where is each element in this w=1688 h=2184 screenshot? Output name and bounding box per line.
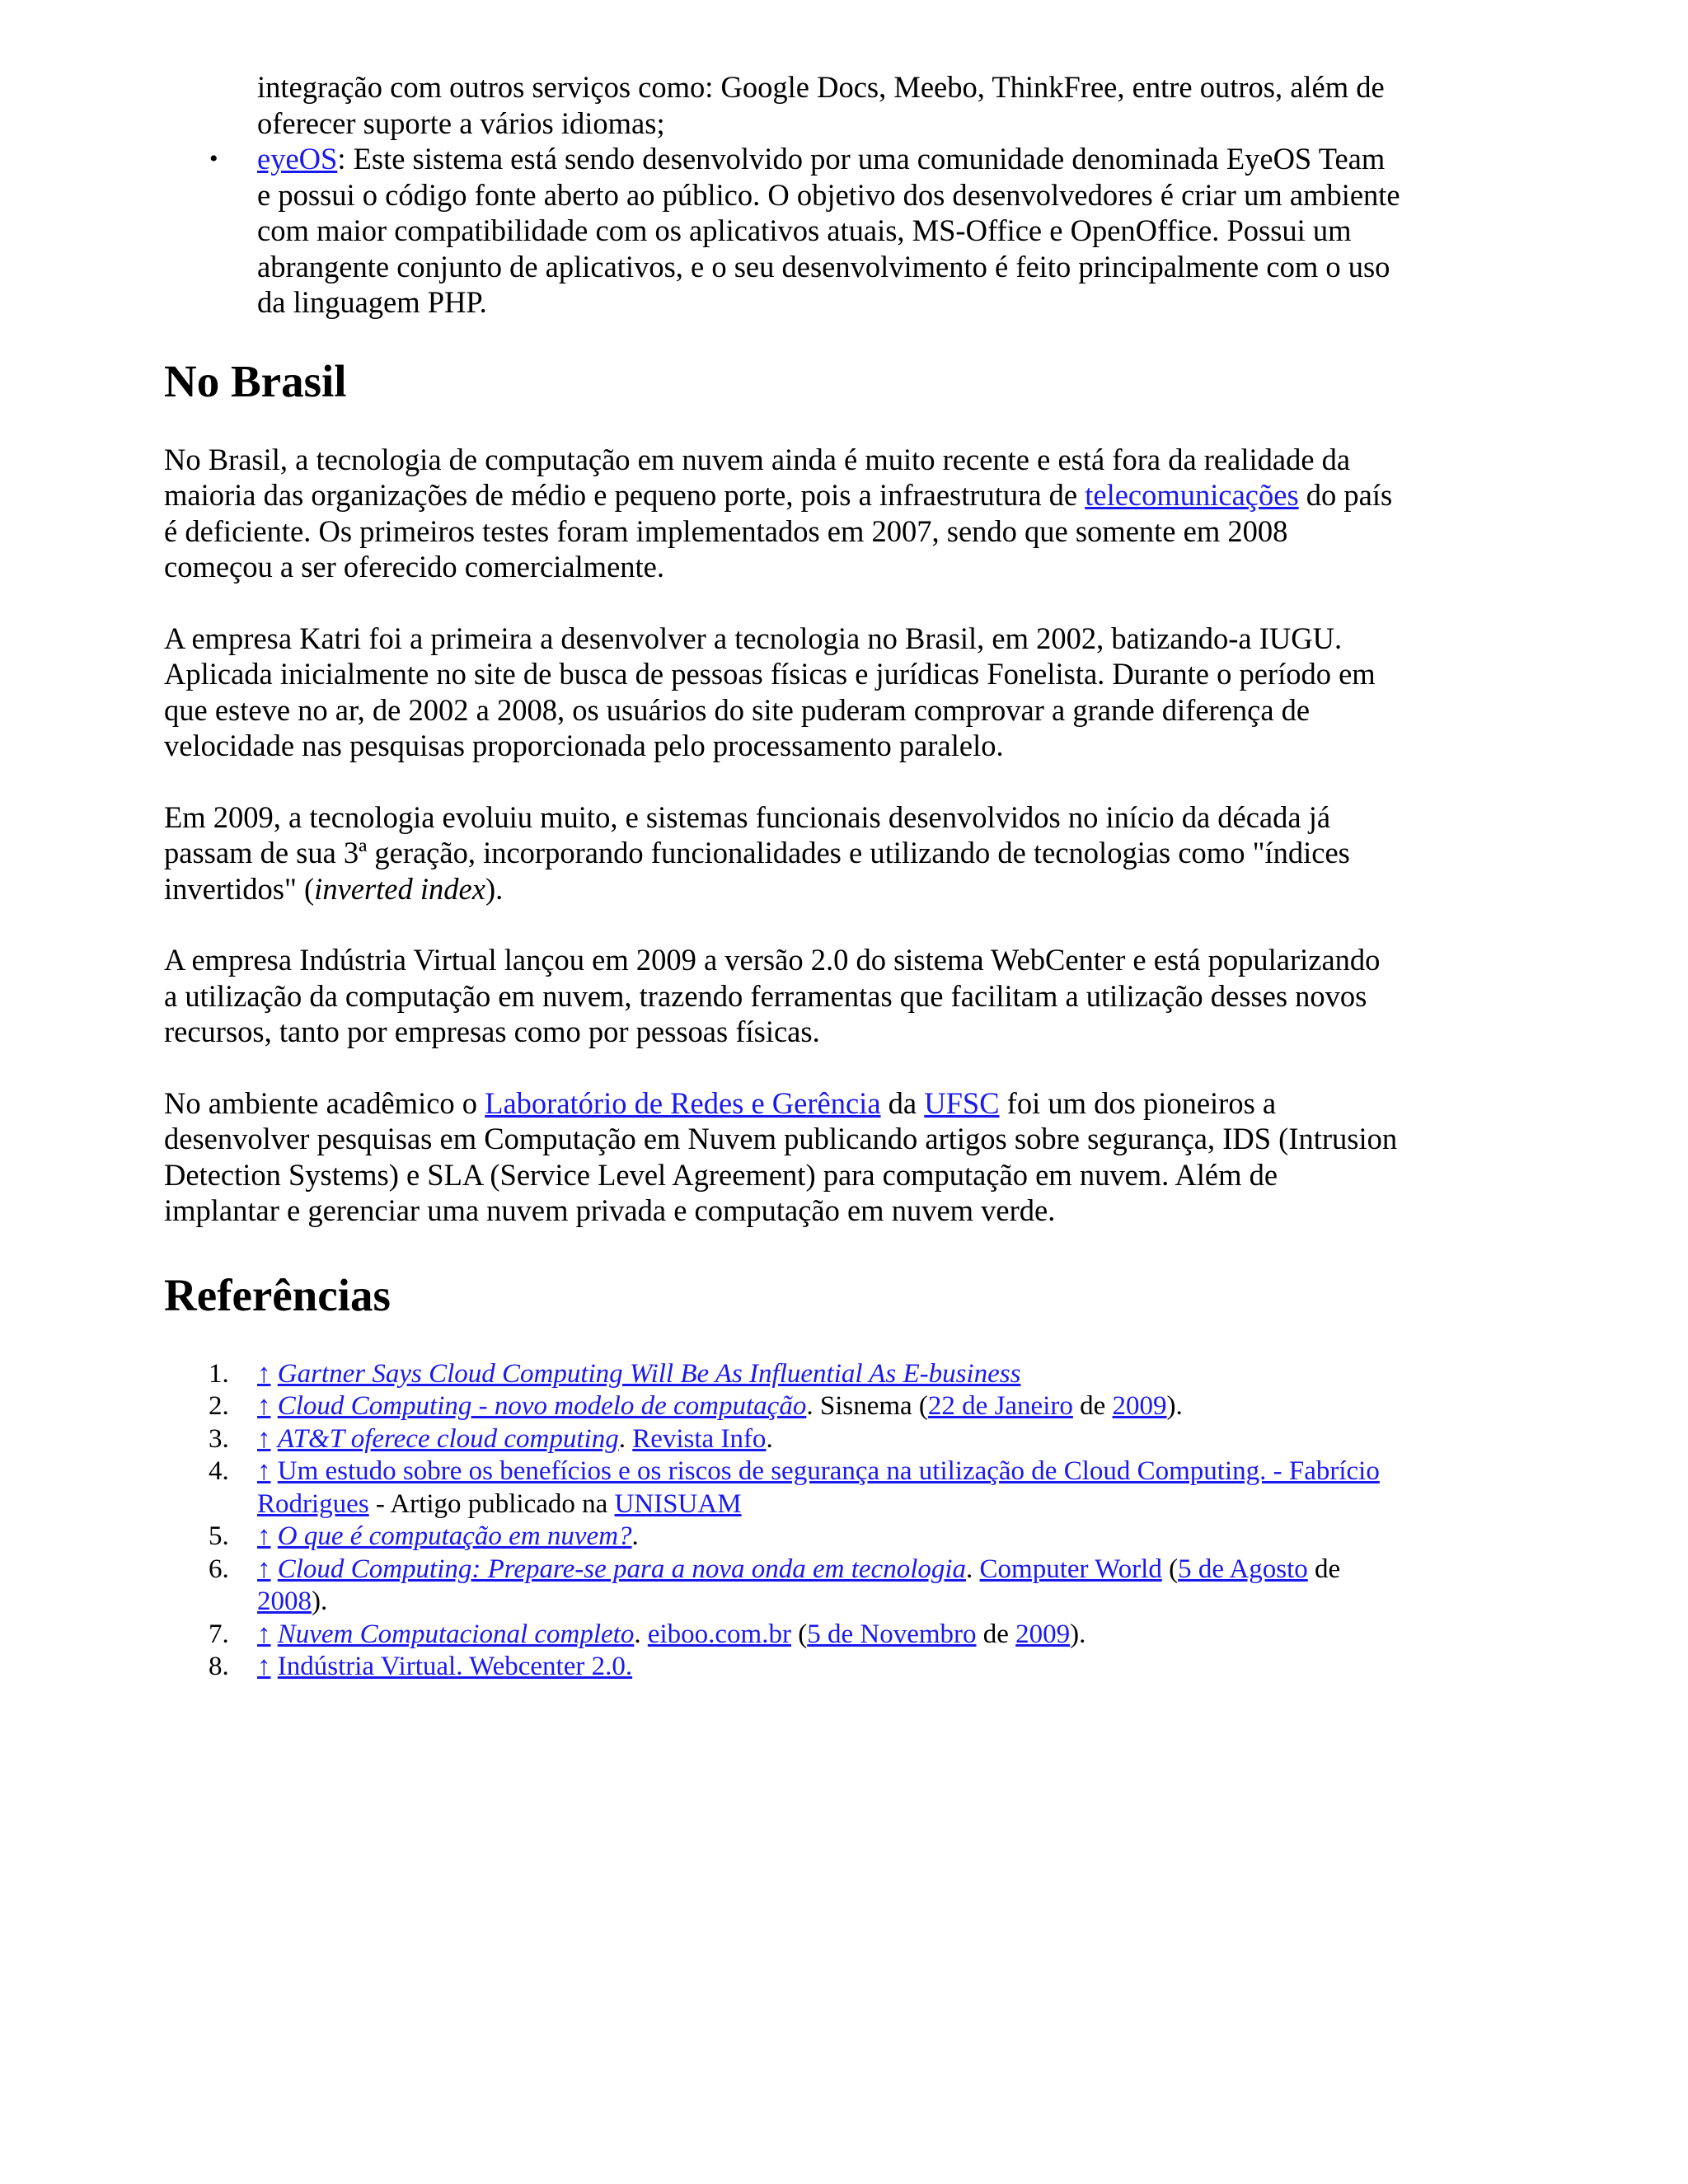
reference-title-link[interactable]: Um estudo sobre os benefícios e os riscos de segurança na utilização de Cloud Computing. - Fabrício Rodrigues [257,1456,1380,1519]
reference-text: ). [312,1586,328,1616]
document-page [164,69,1400,1684]
reference-text: de [1307,1554,1341,1584]
list-item [257,69,1400,141]
backlink-arrow[interactable]: ↑ [257,1652,271,1681]
reference-text: . [634,1619,648,1649]
reference-number: 7. [209,1619,229,1649]
eyeos-link[interactable]: eyeOS [257,142,338,176]
section-body-no-brasil [164,442,1400,1229]
date-link[interactable]: 22 de Janeiro [927,1391,1073,1421]
references-list [164,1358,1400,1684]
reference-text: . Sisnema ( [806,1391,928,1421]
italic-term: inverted index [314,871,485,906]
backlink-arrow[interactable]: ↑ [257,1521,271,1551]
publisher-link[interactable]: UNISUAM [614,1488,742,1519]
paragraph: A empresa Indústria Virtual lançou em 2009 a versão 2.0 do sistema WebCenter e está popularizando a utilização da computação em nuvem, trazendo ferramentas que facilitam a utilização desses novos recursos, tanto por empresas como por pessoas físicas. [164,943,1381,1048]
section-heading-referencias: Referências [164,1269,391,1320]
reference-number: 5. [209,1521,229,1551]
reference-text: . [766,1423,773,1454]
year-link[interactable]: 2008 [257,1586,312,1616]
year-link[interactable]: 2009 [1015,1619,1071,1649]
reference-title-link[interactable]: Cloud Computing - novo modelo de computação [277,1391,807,1421]
year-link[interactable]: 2009 [1112,1391,1167,1421]
reference-text: . [631,1521,639,1551]
paragraph-text: foi um dos pioneiros a desenvolver pesquisas em Computação em Nuvem publicando artigos sobre segurança, IDS (Intrusion Detection Systems) e SLA (Service Level Agreement) para computação em nuvem. Além de implantar e gerenciar uma nuvem privada e computação em nuvem verde. [164,1085,1398,1227]
publisher-link[interactable]: Computer World [979,1554,1162,1584]
paragraph: A empresa Katri foi a primeira a desenvolver a tecnologia no Brasil, em 2002, batizando-a IUGU. Aplicada inicialmente no site de busca de pessoas físicas e jurídicas Fonelista. Durante o período em que esteve no ar, de 2002 a 2008, os usuários do site puderam comprovar a grande diferença de velocidade nas pesquisas proporcionada pelo processamento paralelo. [164,621,1376,762]
paragraph-text: da [880,1085,925,1120]
reference-text: de [1072,1391,1113,1421]
reference-item [209,1423,1400,1456]
paragraph-text: No Brasil, a tecnologia de computação em nuvem ainda é muito recente e está fora da realidade da maioria das organizações de médio e pequeno porte, pois a infraestrutura de [164,442,1351,512]
backlink-arrow[interactable]: ↑ [257,1554,271,1584]
eyeos-description: : Este sistema está sendo desenvolvido por uma comunidade denominada EyeOS Team e possui o código fonte aberto ao público. O objetivo dos desenvolvedores é criar um ambiente com maior compatibilidade com os aplicativos atuais, MS-Office e OpenOffice. Possui um abrangente conjunto de aplicativos, e o seu desenvolvimento é feito principalmente com o uso da linguagem PHP. [257,142,1400,319]
reference-text: ( [1161,1554,1179,1584]
date-link[interactable]: 5 de Novembro [807,1619,977,1649]
backlink-arrow[interactable]: ↑ [257,1619,271,1649]
reference-item [209,1358,1400,1391]
reference-text: ). [1166,1391,1183,1421]
section-heading-no-brasil: No Brasil [164,355,347,406]
backlink-arrow[interactable]: ↑ [257,1456,271,1486]
list-item [257,141,1400,321]
reference-text: ). [1070,1619,1086,1649]
reference-title-link[interactable]: Cloud Computing: Prepare-se para a nova onda em tecnologia [277,1554,967,1584]
paragraph-text: Em 2009, a tecnologia evoluiu muito, e sistemas funcionais desenvolvidos no início da década já passam de sua 3ª geração, incorporando funcionalidades e utilizando de tecnologias como "índices invertidos" ( [164,799,1350,906]
reference-text: - Artigo publicado na [368,1488,615,1519]
backlink-arrow[interactable]: ↑ [257,1423,271,1454]
publisher-link[interactable]: Revista Info [632,1423,767,1454]
reference-item [209,1390,1400,1423]
reference-item [209,1554,1400,1619]
reference-text: . [618,1423,633,1454]
reference-title-link[interactable]: AT&T oferece cloud computing [277,1423,619,1454]
date-link[interactable]: 5 de Agosto [1178,1554,1308,1584]
reference-number: 8. [209,1652,229,1681]
reference-number: 3. [209,1423,229,1454]
publisher-link[interactable]: eiboo.com.br [647,1619,791,1649]
paragraph-text: ). [485,871,504,906]
reference-number: 2. [209,1391,229,1421]
paragraph [164,799,1400,907]
reference-item [209,1651,1400,1684]
reference-title-link[interactable]: Gartner Says Cloud Computing Will Be As Influential As E-business [277,1358,1021,1389]
reference-number: 6. [209,1554,229,1584]
reference-item [209,1521,1400,1554]
paragraph [164,1085,1400,1229]
reference-title-link[interactable]: O que é computação em nuvem? [277,1521,632,1551]
reference-item [209,1619,1400,1652]
paragraph-text: No ambiente acadêmico o [164,1085,485,1120]
reference-number: 4. [209,1456,229,1486]
reference-text: . [966,1554,980,1584]
bullet-list [164,69,1400,321]
backlink-arrow[interactable]: ↑ [257,1358,271,1389]
reference-text: de [976,1619,1016,1649]
ufsc-link[interactable]: UFSC [924,1085,1000,1120]
reference-item [209,1455,1400,1521]
paragraph-text: do país é deficiente. Os primeiros testes foram implementados em 2007, sendo que somente em 2008 começou a ser oferecido comercialmente. [164,478,1393,583]
laboratorio-link[interactable]: Laboratório de Redes e Gerência [485,1085,881,1120]
reference-number: 1. [209,1358,229,1389]
backlink-arrow[interactable]: ↑ [257,1391,271,1421]
paragraph [164,442,1400,585]
telecomunicacoes-link[interactable]: telecomunicações [1085,478,1299,512]
reference-title-link[interactable]: Nuvem Computacional completo [277,1619,635,1649]
bullet-continuation-text: integração com outros serviços como: Google Docs, Meebo, ThinkFree, entre outros, além de oferecer suporte a vários idiomas; [257,70,1385,140]
reference-text: ( [790,1619,808,1649]
reference-title-link[interactable]: Indústria Virtual. Webcenter 2.0. [277,1652,633,1681]
